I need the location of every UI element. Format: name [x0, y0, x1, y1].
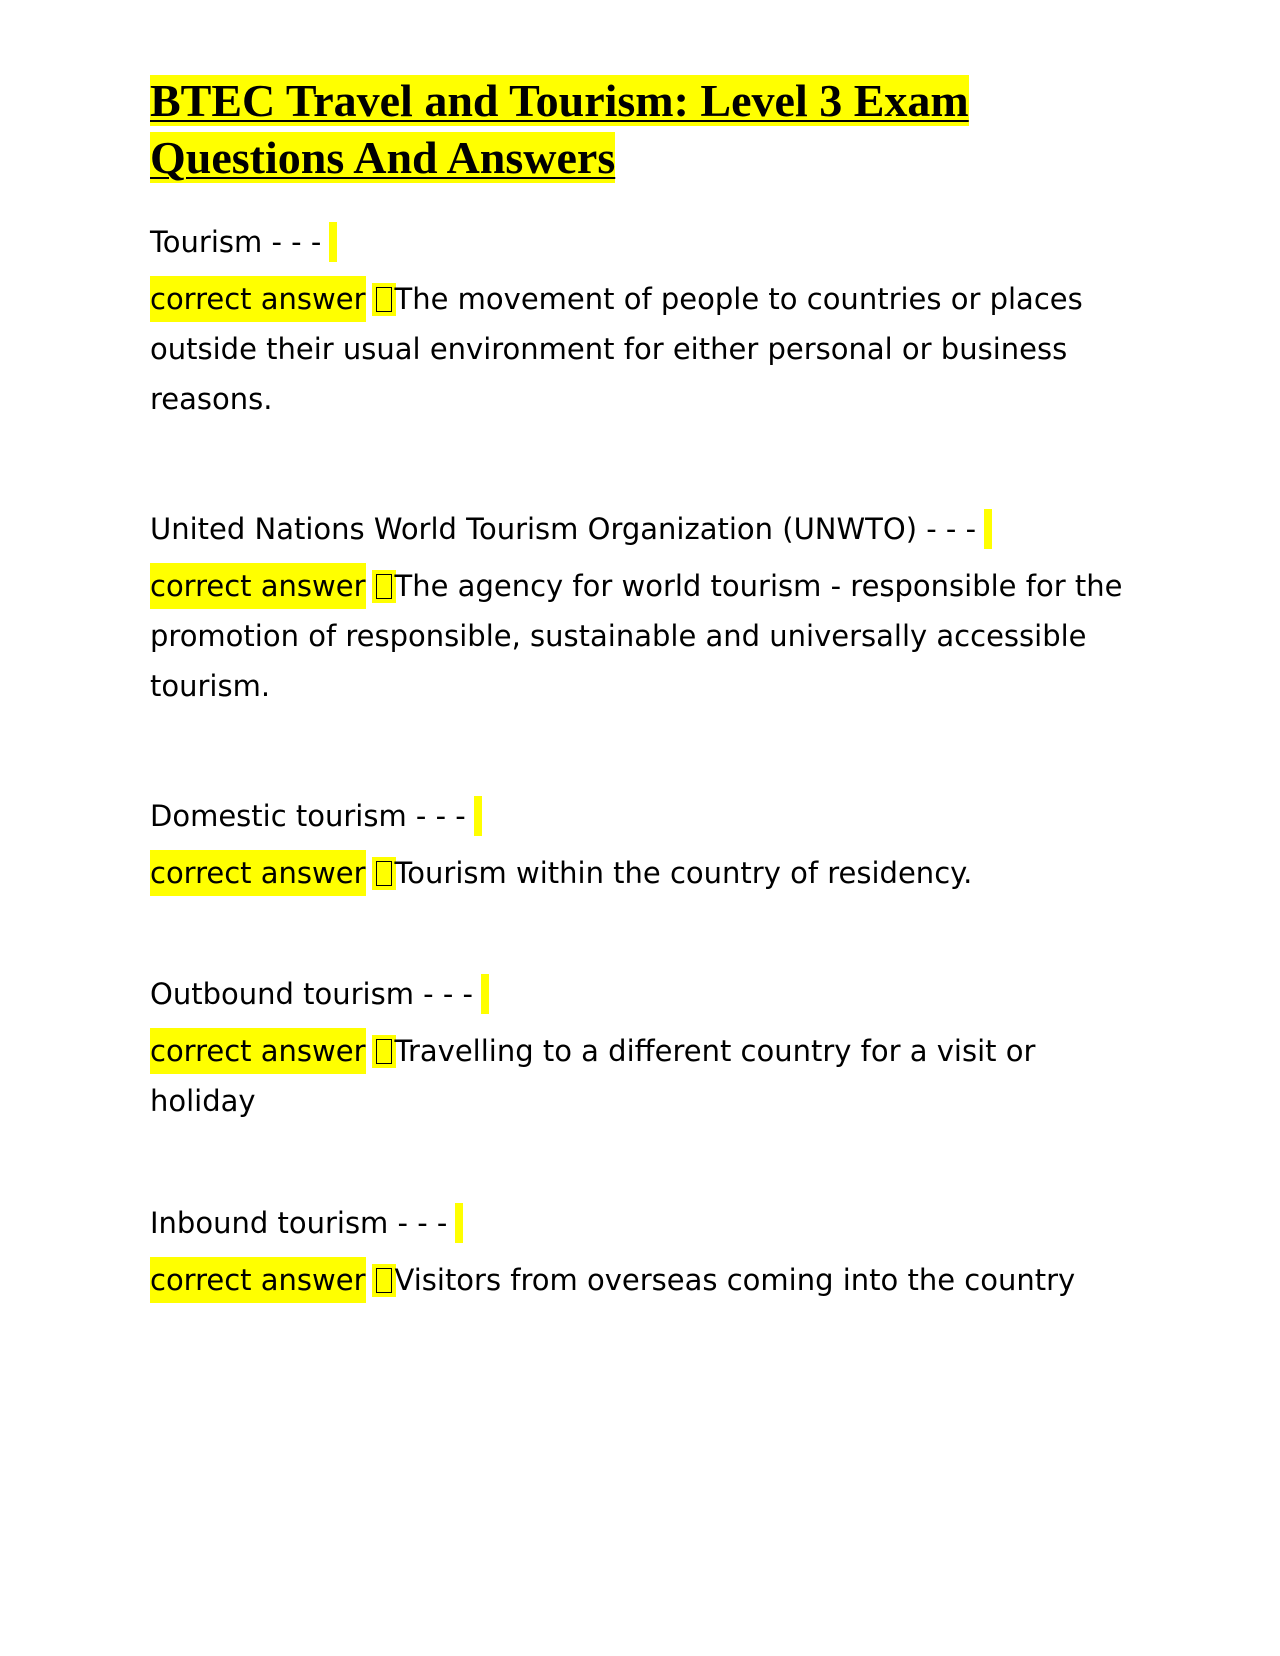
term	[150, 507, 1130, 551]
qa-entry-domestic-tourism	[150, 794, 1130, 898]
answer	[150, 274, 1130, 424]
qa-entry-inbound-tourism	[150, 1201, 1130, 1305]
answer-text: The agency for world tourism - responsible for the promotion of responsible, sustainable and universally accessible tourism.	[150, 569, 1123, 703]
missing-glyph-icon	[376, 287, 392, 312]
highlight-mark	[474, 796, 482, 836]
term-text: Inbound tourism - - -	[150, 1206, 448, 1240]
term-text: United Nations World Tourism Organization (UNWTO) - - -	[150, 512, 977, 546]
missing-glyph-icon	[376, 861, 392, 886]
answer-text: The movement of people to countries or places outside their usual environment for either personal or business reasons.	[150, 282, 1083, 416]
highlight-mark	[329, 222, 337, 262]
answer-text: Tourism within the country of residency.	[394, 856, 973, 890]
answer-text: Travelling to a different country for a visit or holiday	[150, 1034, 1036, 1118]
answer-label: correct answer	[150, 563, 366, 609]
term	[150, 1201, 1130, 1245]
title-line-2: Questions And Answers	[150, 132, 616, 183]
qa-entry-tourism	[150, 220, 1130, 424]
qa-entry-outbound-tourism	[150, 972, 1130, 1126]
missing-glyph-icon	[376, 1039, 392, 1064]
highlight-mark	[984, 509, 992, 549]
answer-label: correct answer	[150, 1257, 366, 1303]
term-text: Domestic tourism - - -	[150, 799, 466, 833]
term-text: Tourism - - -	[150, 225, 322, 259]
missing-glyph-icon	[376, 1268, 392, 1293]
document-title	[150, 72, 1130, 186]
answer-label: correct answer	[150, 1028, 366, 1074]
qa-entry-unwto	[150, 507, 1130, 711]
answer	[150, 1255, 1130, 1305]
term	[150, 972, 1130, 1016]
answer-label: correct answer	[150, 276, 366, 322]
answer	[150, 561, 1130, 711]
answer-text: Visitors from overseas coming into the country	[394, 1263, 1076, 1297]
missing-glyph-icon	[376, 574, 392, 599]
term	[150, 794, 1130, 838]
answer	[150, 1026, 1130, 1126]
answer-label: correct answer	[150, 850, 366, 896]
highlight-mark	[481, 974, 489, 1014]
highlight-mark	[455, 1203, 463, 1243]
term-text: Outbound tourism - - -	[150, 977, 473, 1011]
answer	[150, 848, 1130, 898]
document-body	[150, 72, 1130, 1305]
term	[150, 220, 1130, 264]
title-line-1: BTEC Travel and Tourism: Level 3 Exam	[150, 75, 969, 126]
